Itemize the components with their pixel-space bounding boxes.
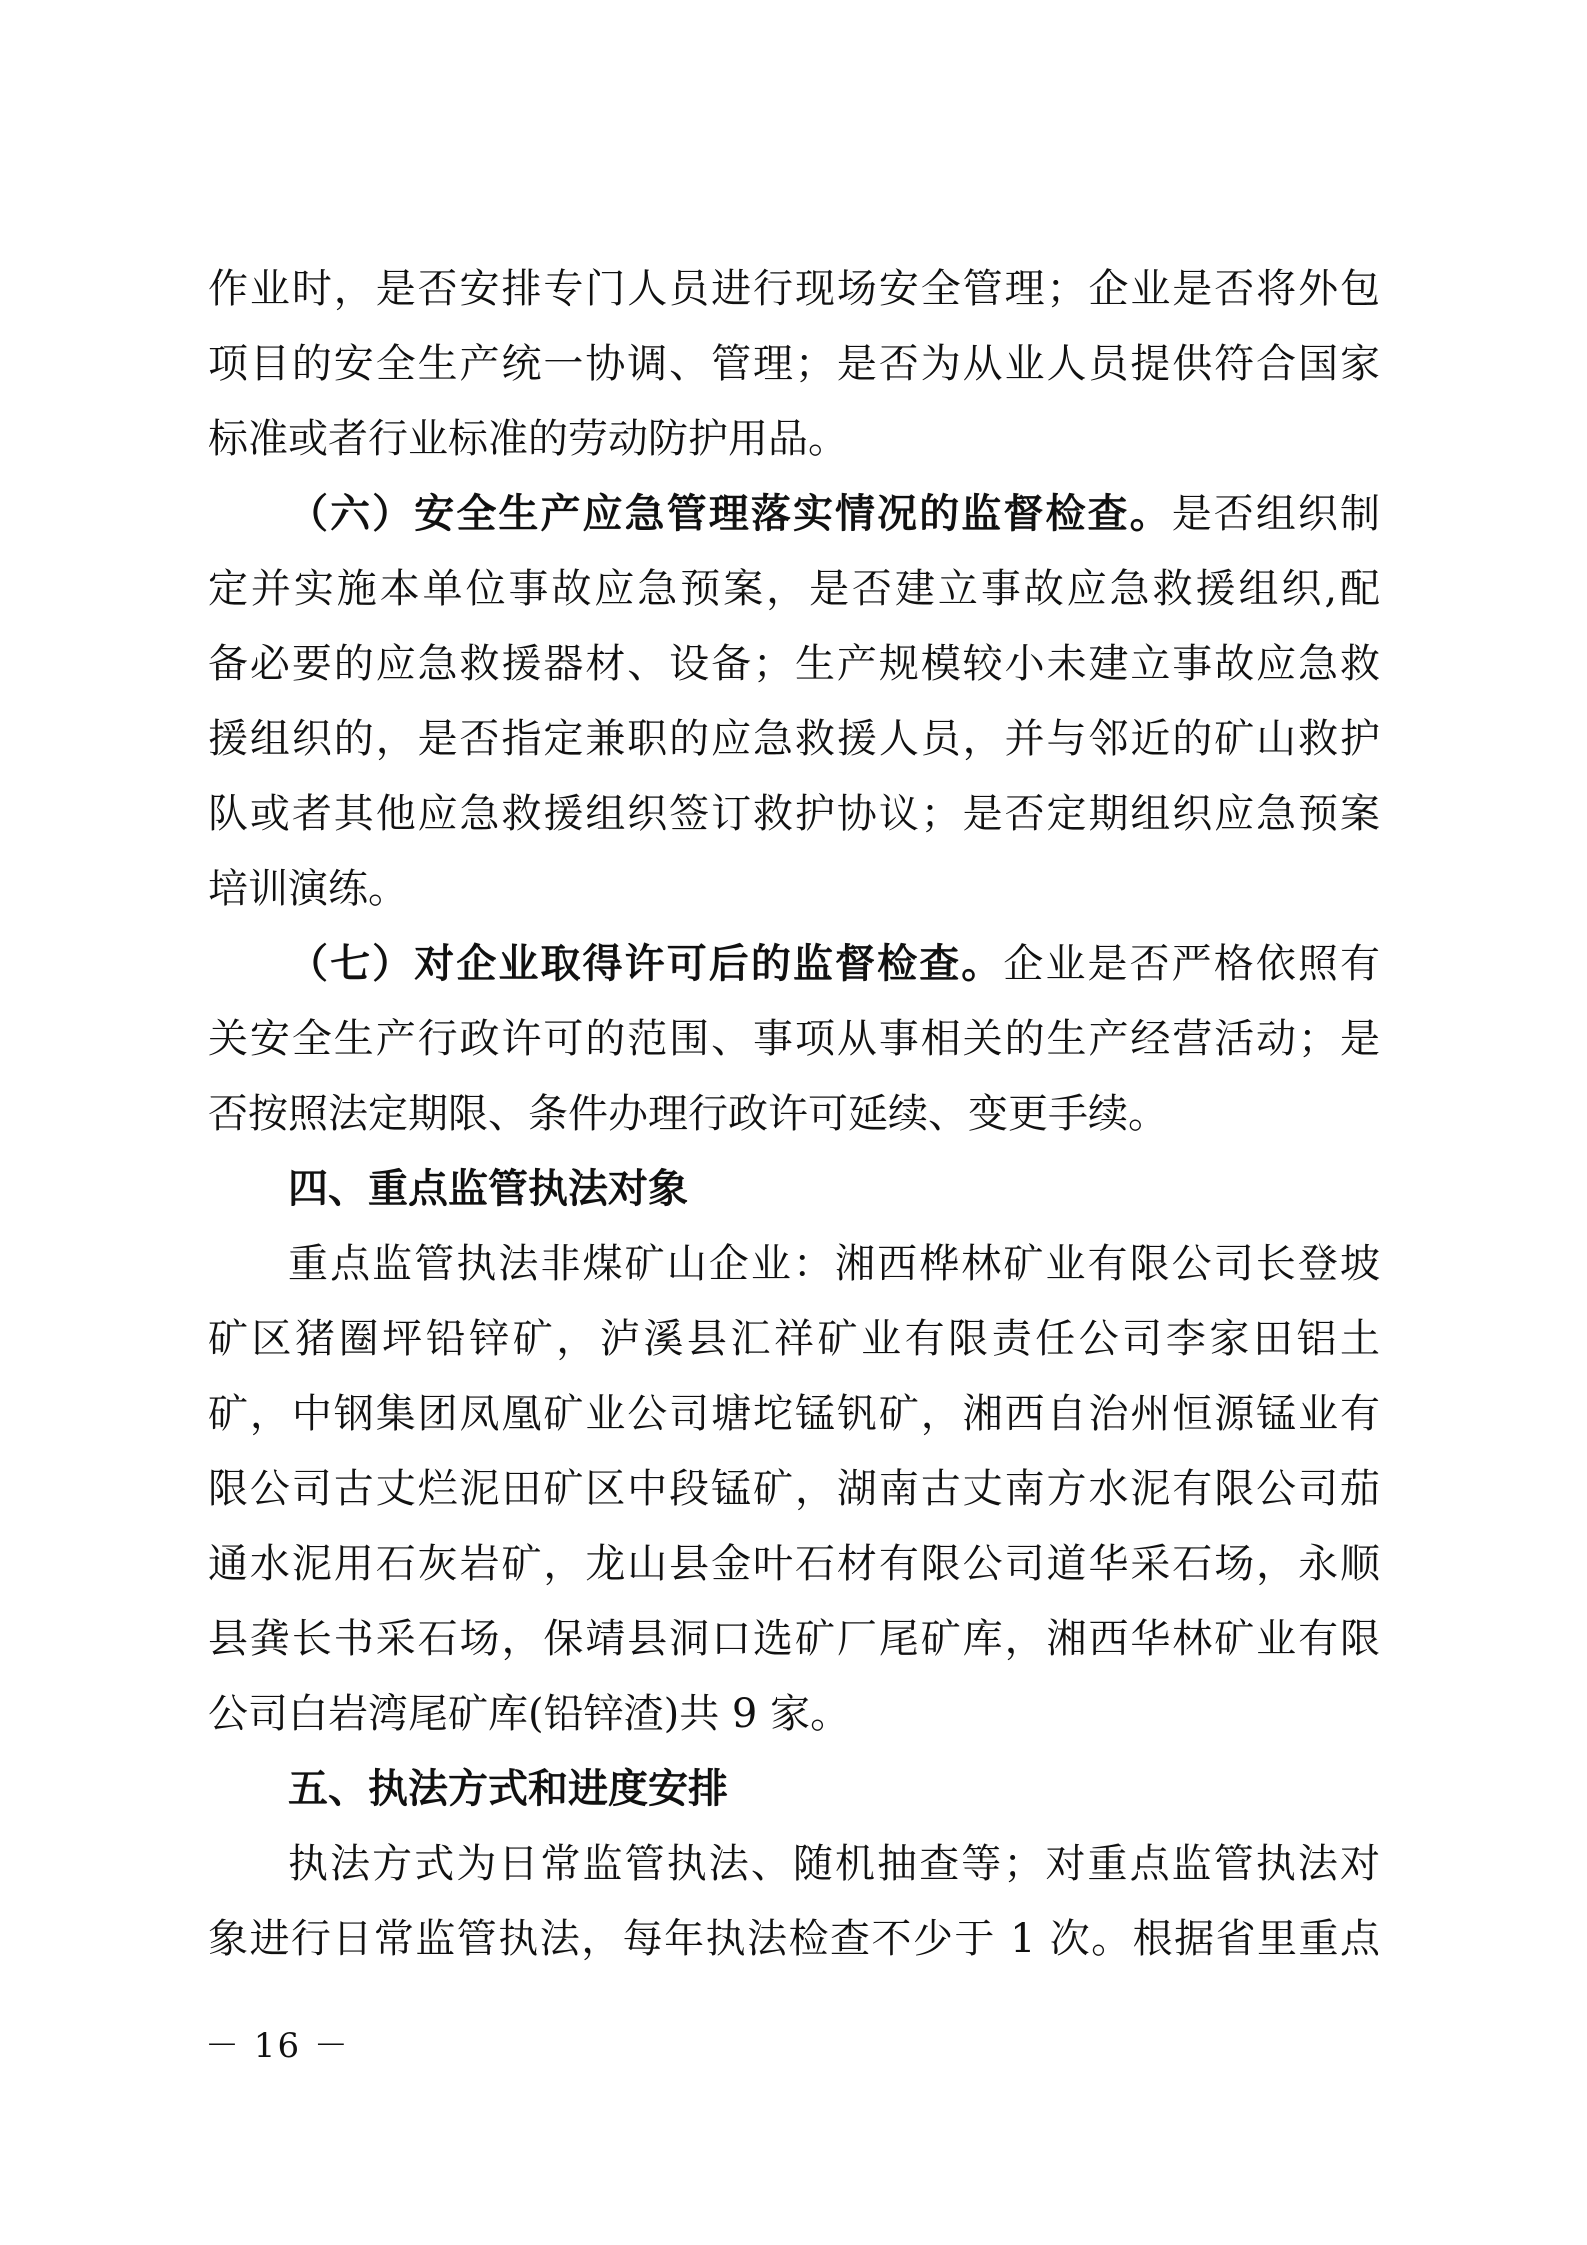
document-body xyxy=(208,252,1380,1977)
text-line: 备必要的应急救援器材、设备；生产规模较小未建立事故应急救 xyxy=(208,641,1380,687)
text-line: 项目的安全生产统一协调、管理；是否为从业人员提供符合国家 xyxy=(208,341,1380,387)
text-line: 县龚长书采石场，保靖县洞口选矿厂尾矿库，湘西华林矿业有限 xyxy=(208,1616,1380,1662)
text-line: 关安全生产行政许可的范围、事项从事相关的生产经营活动；是 xyxy=(208,1016,1380,1062)
text-line xyxy=(208,477,1380,552)
section-lead-7: （七）对企业取得许可后的监督检查。 xyxy=(288,941,1004,987)
text-run: 企业是否严格依照有 xyxy=(1003,941,1380,987)
text-line: 限公司古丈烂泥田矿区中段锰矿，湖南古丈南方水泥有限公司茄 xyxy=(208,1466,1380,1512)
section-lead-6: （六）安全生产应急管理落实情况的监督检查。 xyxy=(288,491,1172,537)
text-run: 是否组织制 xyxy=(1171,491,1380,537)
text-line: 队或者其他应急救援组织签订救护协议；是否定期组织应急预案 xyxy=(208,791,1380,837)
paragraph-emergency-management xyxy=(208,477,1380,927)
text-line: 矿区猪圈坪铅锌矿，泸溪县汇祥矿业有限责任公司李家田铝土 xyxy=(208,1316,1380,1362)
page-number: － 16 － xyxy=(205,2026,350,2066)
text-line xyxy=(208,927,1380,1002)
text-line: 否按照法定期限、条件办理行政许可延续、变更手续。 xyxy=(208,1091,1168,1137)
text-line: 标准或者行业标准的劳动防护用品。 xyxy=(208,416,848,462)
text-line: 执法方式为日常监管执法、随机抽查等；对重点监管执法对 xyxy=(288,1841,1380,1887)
paragraph-post-license-inspection xyxy=(208,927,1380,1152)
text-line: 作业时，是否安排专门人员进行现场安全管理；企业是否将外包 xyxy=(208,266,1380,312)
text-line: 公司白岩湾尾矿库(铅锌渣)共 9 家。 xyxy=(208,1691,851,1737)
text-line: 定并实施本单位事故应急预案，是否建立事故应急救援组织,配 xyxy=(208,566,1380,612)
paragraph-enforcement-method xyxy=(208,1827,1380,1977)
text-line: 矿，中钢集团凤凰矿业公司塘坨锰钒矿，湘西自治州恒源锰业有 xyxy=(208,1391,1380,1437)
text-line: 援组织的，是否指定兼职的应急救援人员，并与邻近的矿山救护 xyxy=(208,716,1380,762)
text-line: 培训演练。 xyxy=(208,866,408,912)
text-line: 象进行日常监管执法，每年执法检查不少于 1 次。根据省里重点 xyxy=(208,1916,1380,1962)
paragraph-outsourcing xyxy=(208,252,1380,477)
section-heading-5: 五、执法方式和进度安排 xyxy=(288,1766,728,1812)
text-line: 通水泥用石灰岩矿，龙山县金叶石材有限公司道华采石场，永顺 xyxy=(208,1541,1380,1587)
section-heading-4: 四、重点监管执法对象 xyxy=(288,1166,688,1212)
text-line: 重点监管执法非煤矿山企业：湘西桦林矿业有限公司长登坡 xyxy=(288,1241,1380,1287)
paragraph-key-targets xyxy=(208,1227,1380,1752)
